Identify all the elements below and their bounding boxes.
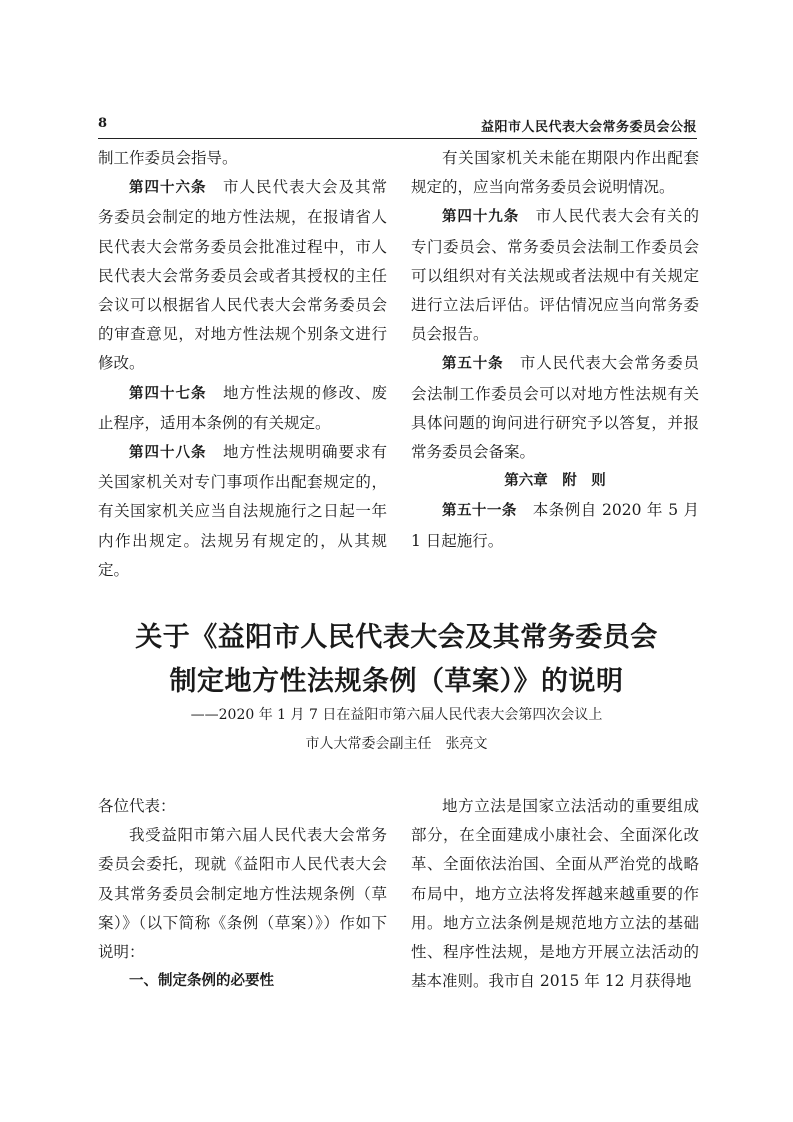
article-text: 市人民代表大会常务委员会法制工作委员会可以对地方性法规有关具体问题的询问进行研究予以答复，并报常务委员会备案。 <box>411 354 699 462</box>
article-text: 地方性法规明确要求有关国家机关对专门事项作出配套规定的，有关国家机关应当自法规施行之日起一年内作出规定。法规另有规定的，从其规定。 <box>98 443 387 579</box>
upper-left-column <box>98 144 387 585</box>
article-51 <box>411 496 699 555</box>
article-label: 第四十九条 <box>442 209 520 226</box>
header-rule <box>98 138 697 139</box>
article-text: 市人民代表大会有关的专门委员会、常务委员会法制工作委员会可以组织对有关法规或者法规中有关规定进行立法后评估。评估情况应当向常务委员会报告。 <box>411 207 699 344</box>
paragraph: 地方立法是国家立法活动的重要组成部分，在全面建成小康社会、全面深化改革、全面依法治国、全面从严治党的战略布局中，地方立法将发挥越来越重要的作用。地方立法条例是规范地方立法的基础性、程序性法规，是地方开展立法活动的基本准则。我市自 2015 年 12 月获得地 <box>411 797 699 991</box>
article-title-line2: 制定地方性法规条例（草案）》的说明 <box>169 666 624 697</box>
article-title-line1: 关于《益阳市人民代表大会及其常务委员会 <box>135 622 658 653</box>
article-author: 市人大常委会副主任 张亮文 <box>305 736 488 752</box>
article-49 <box>411 202 699 349</box>
paragraph: 制工作委员会指导。 <box>98 149 238 167</box>
upper-right-column <box>411 144 699 556</box>
chapter-heading: 第六章 附 则 <box>504 473 606 490</box>
paragraph: 有关国家机关未能在期限内作出配套规定的，应当向常务委员会说明情况。 <box>411 149 699 197</box>
article-label: 第五十条 <box>442 356 504 373</box>
article-subtitle: ——2020 年 1 月 7 日在益阳市第六届人民代表大会第四次会议上 <box>190 707 603 723</box>
lower-right-column <box>411 792 699 996</box>
section-heading: 一、制定条例的必要性 <box>129 973 274 990</box>
lower-left-column <box>98 792 387 996</box>
salutation: 各位代表： <box>98 797 176 815</box>
article-50 <box>411 349 699 467</box>
article-label: 第四十八条 <box>129 445 207 462</box>
article-text: 市人民代表大会及其常务委员会制定的地方性法规，在报请省人民代表大会常务委员会批准过程中，市人民代表大会常务委员会或者其授权的主任会议可以根据省人民代表大会常务委员会的审查意见，对地方性法规个别条文进行修改。 <box>98 178 387 373</box>
page-number: 8 <box>98 116 108 131</box>
article-48 <box>98 438 387 585</box>
article-label: 第四十六条 <box>129 180 207 197</box>
article-47 <box>98 379 387 438</box>
article-text: 本条例自 2020 年 5 月 1 日起施行。 <box>411 501 699 550</box>
publication-title: 益阳市人民代表大会常务委员会公报 <box>480 120 697 135</box>
article-label: 第四十七条 <box>129 385 207 402</box>
article-46 <box>98 173 387 378</box>
paragraph: 我受益阳市第六届人民代表大会常务委员会委托，现就《益阳市人民代表大会及其常务委员会制定地方性法规条例（草案）》（以下简称《条例（草案）》）作如下说明： <box>98 826 387 962</box>
article-label: 第五十一条 <box>442 503 517 520</box>
article-text: 地方性法规的修改、废止程序，适用本条例的有关规定。 <box>98 383 387 432</box>
